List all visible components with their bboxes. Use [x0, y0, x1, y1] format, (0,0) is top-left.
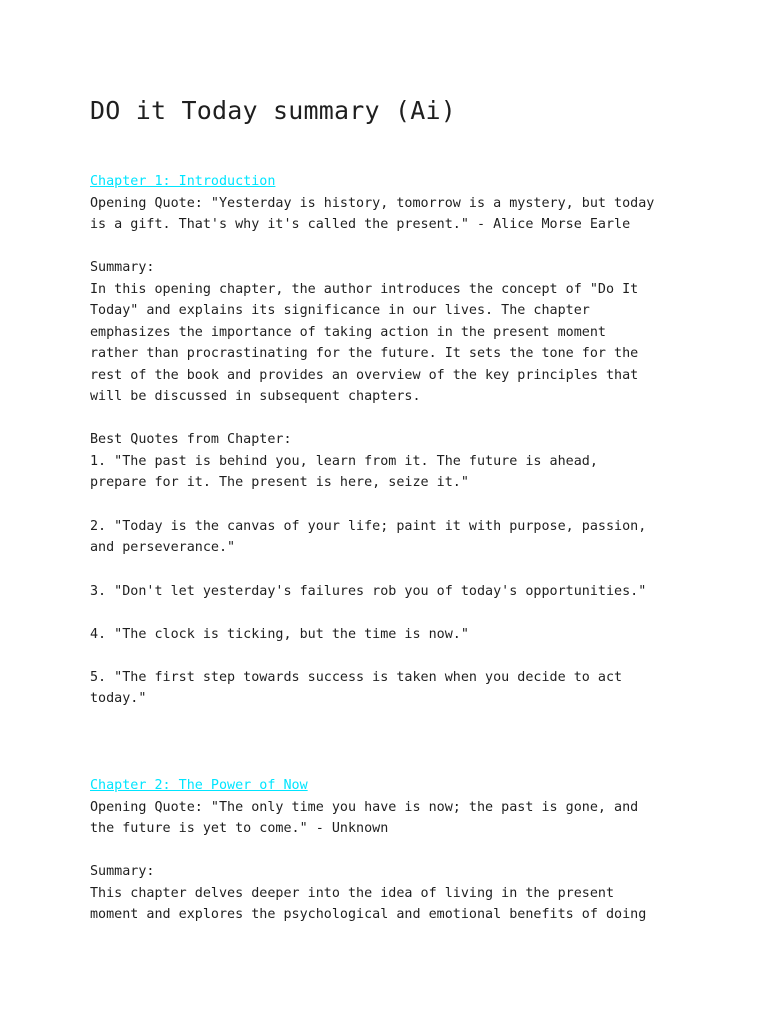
chapter-1-quote-3: 3. "Don't let yesterday's failures rob you of today's opportunities." [90, 583, 647, 599]
chapter-2-summary-line-1: This chapter delves deeper into the idea of living in the present [90, 885, 615, 901]
chapter-1-summary-line-3: emphasizes the importance of taking action in the present moment [90, 324, 606, 340]
chapter-2-summary-label: Summary: [90, 864, 155, 879]
chapter-1-summary-line-4: rather than procrastinating for the future. It sets the tone for the [90, 346, 639, 361]
chapter-1-opening-quote-line-2: is a gift. That's why it's called the present." - Alice Morse Earle [90, 217, 631, 232]
chapter-1-quote-5-line-1: 5. "The first step towards success is taken when you decide to act [90, 669, 623, 685]
chapter-1-summary-line-1: In this opening chapter, the author introduces the concept of "Do It [90, 281, 639, 297]
chapter-2-link[interactable]: Chapter 2: The Power of Now [90, 778, 308, 793]
chapter-1-opening-quote-line-1: Opening Quote: "Yesterday is history, tomorrow is a mystery, but today [90, 195, 655, 211]
chapter-1-link[interactable]: Chapter 1: Introduction [90, 174, 276, 189]
chapter-1-quote-2-line-1: 2. "Today is the canvas of your life; paint it with purpose, passion, [90, 518, 647, 534]
chapter-2-opening-quote-line-2: the future is yet to come." - Unknown [90, 821, 389, 836]
chapter-2-opening-quote-line-1: Opening Quote: "The only time you have is now; the past is gone, and [90, 799, 639, 815]
chapter-1-quote-1-line-2: prepare for it. The present is here, seize it." [90, 475, 469, 490]
chapter-1-quote-5-line-2: today." [90, 691, 147, 706]
chapter-2-summary-line-2: moment and explores the psychological and emotional benefits of doing [90, 907, 647, 922]
chapter-1-quote-2-line-2: and perseverance." [90, 540, 236, 555]
chapter-1-quote-4: 4. "The clock is ticking, but the time is now." [90, 627, 469, 642]
chapter-1-quotes-label: Best Quotes from Chapter: [90, 432, 292, 447]
document-title: DO it Today summary (Ai) [90, 96, 457, 125]
chapter-1-summary-line-5: rest of the book and provides an overview of the key principles that [90, 367, 639, 383]
chapter-1-quote-1-line-1: 1. "The past is behind you, learn from it. The future is ahead, [90, 453, 598, 469]
chapter-1-summary-line-6: will be discussed in subsequent chapters. [90, 389, 421, 404]
chapter-1-summary-line-2: Today" and explains its significance in our lives. The chapter [90, 303, 590, 318]
chapter-1-summary-label: Summary: [90, 260, 155, 275]
